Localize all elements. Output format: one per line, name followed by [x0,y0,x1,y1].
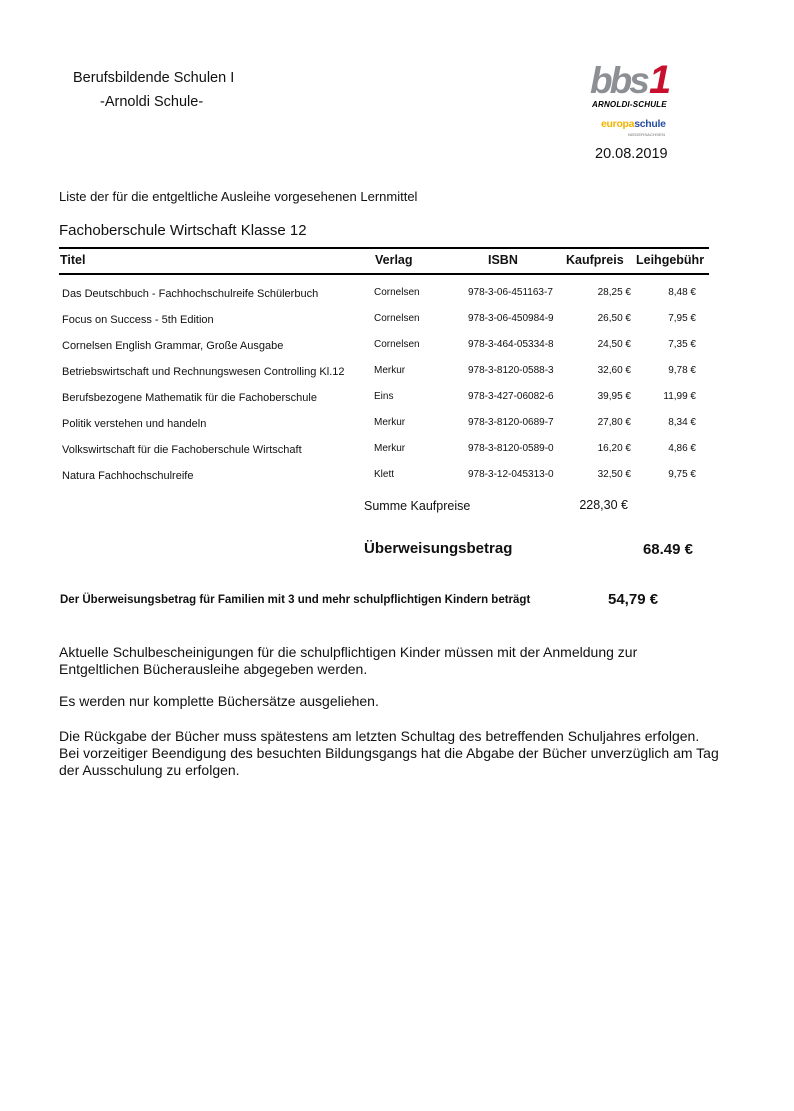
cell-kaufpreis: 32,60 € [597,365,631,376]
cell-isbn: 978-3-06-451163-7 [468,287,553,298]
cell-isbn: 978-3-8120-0589-0 [468,443,554,454]
cell-leihgebuehr: 4,86 € [668,443,696,454]
table-header-rule [59,273,709,275]
paragraph-buechersaetze: Es werden nur komplette Büchersätze ausgeliehen. [59,693,379,709]
cell-kaufpreis: 26,50 € [597,313,631,324]
family-discount-value: 54,79 € [608,591,659,608]
table-row [0,442,794,468]
cell-leihgebuehr: 7,95 € [668,313,696,324]
header-kaufpreis: Kaufpreis [566,253,624,267]
header-isbn: ISBN [488,253,518,267]
cell-isbn: 978-3-8120-0689-7 [468,417,554,428]
table-top-rule [59,247,709,249]
cell-isbn: 978-3-12-045313-0 [468,469,554,480]
cell-leihgebuehr: 11,99 € [663,391,696,402]
cell-titel: Berufsbezogene Mathematik für die Fachoberschule [62,392,317,404]
cell-verlag: Cornelsen [374,287,420,298]
cell-kaufpreis: 24,50 € [597,339,631,350]
cell-leihgebuehr: 8,34 € [668,417,696,428]
cell-kaufpreis: 16,20 € [597,443,631,454]
table-row [0,390,794,416]
cell-isbn: 978-3-8120-0588-3 [468,365,554,376]
cell-kaufpreis: 28,25 € [597,287,631,298]
school-name-line2: -Arnoldi Schule- [100,94,204,110]
cell-verlag: Cornelsen [374,313,420,324]
cell-leihgebuehr: 9,78 € [668,365,696,376]
school-name-line1: Berufsbildende Schulen I [73,70,235,86]
cell-verlag: Merkur [374,417,406,428]
ueberweisungsbetrag-label: Überweisungsbetrag [364,540,513,557]
cell-titel: Volkswirtschaft für die Fachoberschule Wirtschaft [62,444,302,456]
cell-titel: Cornelsen English Grammar, Große Ausgabe [62,340,284,352]
school-logo [590,58,690,142]
table-row [0,468,794,494]
logo-one-text: 1 [649,58,672,102]
cell-verlag: Merkur [374,443,406,454]
family-discount-text: Der Überweisungsbetrag für Familien mit 3 und mehr schulpflichtigen Kindern beträgt [60,594,531,606]
header-titel: Titel [60,253,86,267]
cell-kaufpreis: 39,95 € [597,391,631,402]
cell-verlag: Eins [374,391,394,402]
ueberweisungsbetrag-value: 68.49 € [642,541,693,558]
cell-verlag: Merkur [374,365,406,376]
cell-titel: Natura Fachhochschulreife [62,470,194,482]
cell-titel: Politik verstehen und handeln [62,418,207,430]
cell-isbn: 978-3-06-450984-9 [468,313,554,324]
header-verlag: Verlag [375,253,413,267]
cell-leihgebuehr: 8,48 € [668,287,696,298]
intro-text: Liste der für die entgeltliche Ausleihe vorgesehenen Lernmittel [59,189,418,204]
cell-leihgebuehr: 7,35 € [668,339,696,350]
table-row [0,416,794,442]
cell-isbn: 978-3-464-05334-8 [468,339,554,350]
logo-arnoldi-text: ARNOLDI-SCHULE [592,100,667,109]
cell-titel: Betriebswirtschaft und Rechnungswesen Controlling Kl.12 [62,366,345,378]
summe-kaufpreise-value: 228,30 € [579,498,628,512]
summe-kaufpreise-label: Summe Kaufpreise [364,499,471,513]
cell-kaufpreis: 32,50 € [597,469,631,480]
table-row [0,312,794,338]
logo-europaschule-text: europaschule [601,118,666,130]
cell-isbn: 978-3-427-06082-6 [468,391,554,402]
cell-verlag: Klett [374,469,395,480]
document-date: 20.08.2019 [595,146,668,162]
paragraph-schulbescheinigung: Aktuelle Schulbescheinigungen für die schulpflichtigen Kinder müssen mit der Anmeldung zur Entgeltlichen Bücherausleihe abgegeben werden. [59,644,638,677]
cell-titel: Focus on Success - 5th Edition [62,314,214,326]
logo-sub-text: NIEDERSACHSEN [628,132,666,137]
table-row [0,286,794,312]
cell-titel: Das Deutschbuch - Fachhochschulreife Schülerbuch [62,288,319,300]
header-leihgebuehr: Leihgebühr [636,253,705,267]
logo-bbs-text: bbs [590,60,647,101]
cell-verlag: Cornelsen [374,339,420,350]
paragraph-rueckgabe: Die Rückgabe der Bücher muss spätestens am letzten Schultag des betreffenden Schuljahres erfolgen. Bei vorzeitiger Beendigung des besuchten Bildungsgangs hat die Abgabe der Bücher unverzüglich am Tag der Ausschulung zu erfolgen. [59,728,719,778]
class-title: Fachoberschule Wirtschaft Klasse 12 [59,222,307,239]
table-row [0,338,794,364]
table-row [0,364,794,390]
cell-leihgebuehr: 9,75 € [668,469,696,480]
cell-kaufpreis: 27,80 € [597,417,631,428]
